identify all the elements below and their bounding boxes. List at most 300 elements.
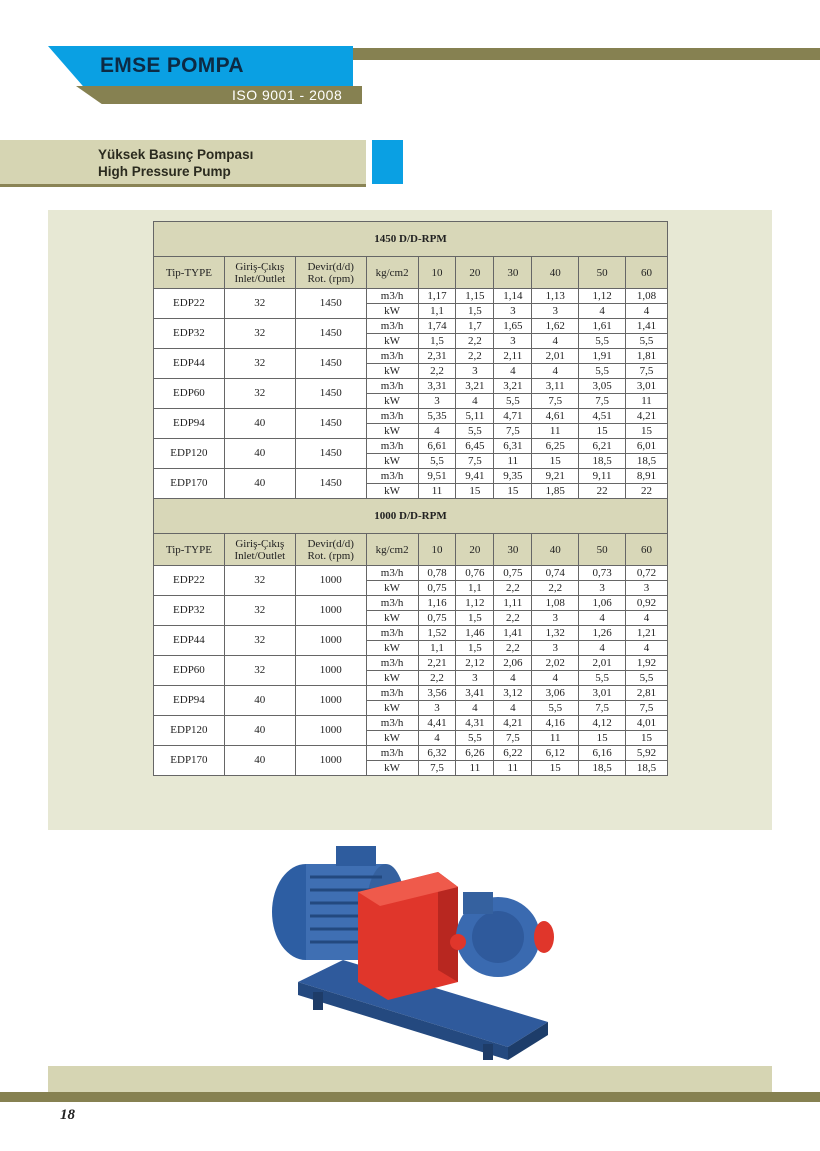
flow-value: 3,21	[494, 379, 532, 394]
power-unit: kW	[366, 304, 418, 319]
header-pressure: 10	[418, 534, 456, 566]
power-value: 11	[626, 394, 668, 409]
flow-value: 1,13	[532, 289, 579, 304]
rotation-rpm: 1000	[295, 656, 366, 686]
header-rotation	[295, 257, 366, 289]
flow-value: 0,72	[626, 566, 668, 581]
flow-value: 9,41	[456, 469, 494, 484]
power-value: 5,5	[626, 671, 668, 686]
power-value: 4	[626, 304, 668, 319]
flow-value: 1,15	[456, 289, 494, 304]
table-row	[154, 289, 668, 304]
flow-value: 9,11	[579, 469, 626, 484]
inlet-outlet-size: 32	[224, 566, 295, 596]
flow-value: 1,14	[494, 289, 532, 304]
power-unit: kW	[366, 454, 418, 469]
flow-value: 4,12	[579, 716, 626, 731]
power-value: 5,5	[418, 454, 456, 469]
header-pressure: 20	[456, 534, 494, 566]
power-value: 3	[626, 581, 668, 596]
flow-value: 1,74	[418, 319, 456, 334]
flow-value: 6,32	[418, 746, 456, 761]
rotation-rpm: 1450	[295, 289, 366, 319]
flow-unit: m3/h	[366, 379, 418, 394]
power-value: 5,5	[579, 334, 626, 349]
power-value: 5,5	[579, 671, 626, 686]
flow-value: 1,12	[579, 289, 626, 304]
flow-value: 6,12	[532, 746, 579, 761]
brand-name: EMSE POMPA	[100, 54, 244, 77]
power-value: 4	[494, 701, 532, 716]
header-type: Tip-TYPE	[154, 534, 225, 566]
power-value: 18,5	[579, 454, 626, 469]
pump-type: EDP94	[154, 686, 225, 716]
flow-value: 2,02	[532, 656, 579, 671]
power-value: 1,1	[456, 581, 494, 596]
flow-value: 4,16	[532, 716, 579, 731]
header-inlet-outlet-en: Inlet/Outlet	[234, 549, 286, 562]
flow-value: 3,12	[494, 686, 532, 701]
flow-value: 0,78	[418, 566, 456, 581]
power-unit: kW	[366, 611, 418, 626]
flow-unit: m3/h	[366, 409, 418, 424]
header-inlet-outlet-tr: Giriş-Çıkış	[235, 260, 285, 273]
power-value: 4	[418, 424, 456, 439]
power-value: 5,5	[456, 424, 494, 439]
flow-value: 6,22	[494, 746, 532, 761]
table-header-row	[154, 534, 668, 566]
pump-foot	[313, 992, 323, 1010]
rotation-rpm: 1000	[295, 716, 366, 746]
flow-value: 0,73	[579, 566, 626, 581]
inlet-outlet-size: 32	[224, 379, 295, 409]
power-value: 5,5	[532, 701, 579, 716]
pump-type: EDP32	[154, 319, 225, 349]
power-value: 3	[418, 701, 456, 716]
rotation-rpm: 1000	[295, 596, 366, 626]
table-row	[154, 319, 668, 334]
power-value: 1,5	[456, 641, 494, 656]
table-row	[154, 746, 668, 761]
page-number: 18	[60, 1107, 75, 1123]
header-pressure: 60	[626, 257, 668, 289]
inlet-outlet-size: 32	[224, 349, 295, 379]
pump-logo-badge	[450, 934, 466, 950]
inlet-outlet-size: 40	[224, 409, 295, 439]
inlet-outlet-size: 32	[224, 656, 295, 686]
flow-value: 3,56	[418, 686, 456, 701]
iso-label: ISO 9001 - 2008	[232, 87, 343, 103]
flow-value: 0,92	[626, 596, 668, 611]
power-value: 7,5	[626, 701, 668, 716]
flow-value: 2,81	[626, 686, 668, 701]
power-value: 11	[456, 761, 494, 776]
pump-type: EDP44	[154, 349, 225, 379]
flow-value: 1,62	[532, 319, 579, 334]
flow-value: 1,21	[626, 626, 668, 641]
flow-value: 4,61	[532, 409, 579, 424]
pump-inlet-flange	[534, 921, 554, 953]
flow-unit: m3/h	[366, 626, 418, 641]
rpm-heading: 1000 D/D-RPM	[154, 499, 668, 534]
title-turkish: Yüksek Basınç Pompası	[98, 147, 254, 162]
flow-value: 0,75	[494, 566, 532, 581]
power-value: 7,5	[579, 701, 626, 716]
header-rotation-tr: Devir(d/d)	[307, 260, 354, 273]
flow-value: 1,81	[626, 349, 668, 364]
table-row	[154, 439, 668, 454]
flow-unit: m3/h	[366, 596, 418, 611]
power-value: 4	[532, 671, 579, 686]
flow-value: 4,21	[626, 409, 668, 424]
power-value: 15	[579, 731, 626, 746]
power-value: 2,2	[418, 671, 456, 686]
header-pressure: 10	[418, 257, 456, 289]
flow-value: 1,52	[418, 626, 456, 641]
table-row	[154, 349, 668, 364]
power-value: 2,2	[456, 334, 494, 349]
header-pressure: 50	[579, 257, 626, 289]
flow-value: 4,41	[418, 716, 456, 731]
header-rotation-tr: Devir(d/d)	[307, 537, 354, 550]
pump-type: EDP22	[154, 289, 225, 319]
flow-value: 3,31	[418, 379, 456, 394]
power-value: 4	[532, 364, 579, 379]
power-unit: kW	[366, 641, 418, 656]
flow-value: 1,32	[532, 626, 579, 641]
table-section-heading-row	[154, 499, 668, 534]
header-pressure: 40	[532, 257, 579, 289]
pump-type: EDP60	[154, 656, 225, 686]
power-value: 11	[532, 424, 579, 439]
power-value: 5,5	[456, 731, 494, 746]
header-pressure: 60	[626, 534, 668, 566]
header-rotation-en: Rot. (rpm)	[307, 549, 354, 562]
flow-value: 9,21	[532, 469, 579, 484]
power-value: 4	[456, 394, 494, 409]
rpm-heading: 1450 D/D-RPM	[154, 222, 668, 257]
rotation-rpm: 1000	[295, 566, 366, 596]
flow-value: 2,12	[456, 656, 494, 671]
flow-value: 4,31	[456, 716, 494, 731]
power-value: 7,5	[579, 394, 626, 409]
power-value: 2,2	[494, 641, 532, 656]
power-value: 15	[626, 731, 668, 746]
flow-unit: m3/h	[366, 469, 418, 484]
header-pressure: 20	[456, 257, 494, 289]
power-value: 4	[456, 701, 494, 716]
pump-type: EDP22	[154, 566, 225, 596]
power-value: 3	[418, 394, 456, 409]
table-header-row	[154, 257, 668, 289]
flow-value: 0,76	[456, 566, 494, 581]
header-pressure: 50	[579, 534, 626, 566]
inlet-outlet-size: 32	[224, 596, 295, 626]
header-olive-bar	[340, 48, 820, 60]
flow-value: 4,51	[579, 409, 626, 424]
inlet-outlet-size: 40	[224, 439, 295, 469]
power-value: 7,5	[456, 454, 494, 469]
flow-value: 5,92	[626, 746, 668, 761]
pump-type: EDP170	[154, 469, 225, 499]
flow-value: 5,35	[418, 409, 456, 424]
flow-value: 1,12	[456, 596, 494, 611]
power-value: 2,2	[494, 581, 532, 596]
inlet-outlet-size: 32	[224, 626, 295, 656]
power-value: 4	[494, 671, 532, 686]
power-value: 7,5	[494, 424, 532, 439]
pump-impeller-cover	[472, 911, 524, 963]
flow-value: 2,2	[456, 349, 494, 364]
flow-value: 2,01	[532, 349, 579, 364]
terminal-box	[336, 846, 376, 866]
table-section-heading-row	[154, 222, 668, 257]
power-value: 1,5	[418, 334, 456, 349]
power-value: 3	[494, 304, 532, 319]
flow-unit: m3/h	[366, 289, 418, 304]
flow-value: 6,31	[494, 439, 532, 454]
footer-olive-bar	[0, 1092, 820, 1102]
flow-value: 1,26	[579, 626, 626, 641]
flow-value: 1,61	[579, 319, 626, 334]
pump-type: EDP120	[154, 439, 225, 469]
header-rotation	[295, 534, 366, 566]
power-value: 15	[626, 424, 668, 439]
pump-type: EDP44	[154, 626, 225, 656]
flow-value: 3,01	[626, 379, 668, 394]
flow-value: 1,08	[532, 596, 579, 611]
flow-unit: m3/h	[366, 566, 418, 581]
header-pressure: 30	[494, 257, 532, 289]
flow-value: 6,26	[456, 746, 494, 761]
power-value: 1,85	[532, 484, 579, 499]
flow-value: 3,01	[579, 686, 626, 701]
power-unit: kW	[366, 424, 418, 439]
power-value: 3	[456, 364, 494, 379]
flow-value: 3,41	[456, 686, 494, 701]
table-row	[154, 379, 668, 394]
flow-value: 1,08	[626, 289, 668, 304]
flow-value: 1,91	[579, 349, 626, 364]
power-value: 0,75	[418, 611, 456, 626]
power-value: 15	[456, 484, 494, 499]
flow-value: 9,35	[494, 469, 532, 484]
flow-value: 1,17	[418, 289, 456, 304]
power-value: 22	[579, 484, 626, 499]
rotation-rpm: 1450	[295, 469, 366, 499]
power-value: 11	[494, 761, 532, 776]
power-value: 4	[579, 611, 626, 626]
pump-type: EDP60	[154, 379, 225, 409]
flow-value: 0,74	[532, 566, 579, 581]
header-pressure: 30	[494, 534, 532, 566]
power-value: 2,2	[532, 581, 579, 596]
rotation-rpm: 1450	[295, 379, 366, 409]
flow-value: 6,61	[418, 439, 456, 454]
flow-value: 3,05	[579, 379, 626, 394]
power-value: 4	[579, 304, 626, 319]
rotation-rpm: 1000	[295, 626, 366, 656]
power-value: 11	[494, 454, 532, 469]
rotation-rpm: 1450	[295, 319, 366, 349]
power-value: 1,1	[418, 304, 456, 319]
power-value: 7,5	[532, 394, 579, 409]
table-row	[154, 596, 668, 611]
power-value: 5,5	[626, 334, 668, 349]
power-value: 15	[532, 454, 579, 469]
power-unit: kW	[366, 484, 418, 499]
power-unit: kW	[366, 761, 418, 776]
power-value: 18,5	[626, 454, 668, 469]
power-unit: kW	[366, 581, 418, 596]
title-accent-block	[372, 140, 403, 184]
flow-value: 4,21	[494, 716, 532, 731]
flow-value: 6,01	[626, 439, 668, 454]
flow-value: 6,45	[456, 439, 494, 454]
flow-value: 1,06	[579, 596, 626, 611]
power-value: 4	[494, 364, 532, 379]
flow-unit: m3/h	[366, 319, 418, 334]
power-value: 3	[532, 641, 579, 656]
pump-outlet	[463, 892, 493, 914]
power-value: 1,1	[418, 641, 456, 656]
power-unit: kW	[366, 334, 418, 349]
table-row	[154, 566, 668, 581]
performance-table	[153, 221, 668, 776]
flow-value: 1,11	[494, 596, 532, 611]
table-row	[154, 656, 668, 671]
flow-value: 6,16	[579, 746, 626, 761]
flow-value: 9,51	[418, 469, 456, 484]
power-value: 7,5	[418, 761, 456, 776]
inlet-outlet-size: 40	[224, 469, 295, 499]
power-value: 15	[579, 424, 626, 439]
table-row	[154, 626, 668, 641]
header-inlet-outlet-en: Inlet/Outlet	[234, 272, 286, 285]
inlet-outlet-size: 32	[224, 289, 295, 319]
inlet-outlet-size: 40	[224, 716, 295, 746]
power-value: 3	[579, 581, 626, 596]
power-value: 4	[626, 641, 668, 656]
rotation-rpm: 1450	[295, 439, 366, 469]
flow-value: 2,06	[494, 656, 532, 671]
header-inlet-outlet	[224, 534, 295, 566]
table-row	[154, 686, 668, 701]
flow-unit: m3/h	[366, 686, 418, 701]
pump-type: EDP94	[154, 409, 225, 439]
power-value: 7,5	[494, 731, 532, 746]
flow-value: 2,21	[418, 656, 456, 671]
header-pressure: 40	[532, 534, 579, 566]
rotation-rpm: 1450	[295, 349, 366, 379]
table-row	[154, 409, 668, 424]
power-value: 0,75	[418, 581, 456, 596]
power-value: 3	[494, 334, 532, 349]
power-unit: kW	[366, 731, 418, 746]
flow-value: 2,31	[418, 349, 456, 364]
flow-unit: m3/h	[366, 349, 418, 364]
flow-value: 4,01	[626, 716, 668, 731]
flow-value: 3,06	[532, 686, 579, 701]
flow-unit: m3/h	[366, 716, 418, 731]
power-unit: kW	[366, 671, 418, 686]
performance-tables	[153, 221, 668, 776]
flow-value: 8,91	[626, 469, 668, 484]
flow-value: 3,11	[532, 379, 579, 394]
power-value: 5,5	[494, 394, 532, 409]
inlet-outlet-size: 32	[224, 319, 295, 349]
power-value: 3	[532, 304, 579, 319]
flow-value: 1,41	[494, 626, 532, 641]
flow-unit: m3/h	[366, 656, 418, 671]
title-english: High Pressure Pump	[98, 164, 231, 179]
power-value: 1,5	[456, 304, 494, 319]
power-value: 11	[418, 484, 456, 499]
pump-photo	[258, 832, 578, 1062]
table-row	[154, 469, 668, 484]
header-unit: kg/cm2	[366, 257, 418, 289]
header-inlet-outlet	[224, 257, 295, 289]
flow-value: 1,65	[494, 319, 532, 334]
table-row	[154, 716, 668, 731]
power-value: 2,2	[494, 611, 532, 626]
flow-value: 1,41	[626, 319, 668, 334]
rotation-rpm: 1000	[295, 746, 366, 776]
flow-value: 6,21	[579, 439, 626, 454]
flow-value: 1,92	[626, 656, 668, 671]
power-value: 3	[532, 611, 579, 626]
inlet-outlet-size: 40	[224, 686, 295, 716]
power-value: 18,5	[626, 761, 668, 776]
power-value: 4	[626, 611, 668, 626]
flow-value: 1,7	[456, 319, 494, 334]
power-value: 11	[532, 731, 579, 746]
pump-type: EDP170	[154, 746, 225, 776]
power-unit: kW	[366, 364, 418, 379]
flow-value: 2,01	[579, 656, 626, 671]
pump-type: EDP120	[154, 716, 225, 746]
power-value: 2,2	[418, 364, 456, 379]
pump-foot	[483, 1044, 493, 1060]
rotation-rpm: 1450	[295, 409, 366, 439]
power-value: 7,5	[626, 364, 668, 379]
power-value: 5,5	[579, 364, 626, 379]
power-value: 15	[494, 484, 532, 499]
pump-type: EDP32	[154, 596, 225, 626]
power-value: 18,5	[579, 761, 626, 776]
power-value: 3	[456, 671, 494, 686]
flow-value: 3,21	[456, 379, 494, 394]
flow-value: 6,25	[532, 439, 579, 454]
flow-value: 1,16	[418, 596, 456, 611]
power-value: 4	[532, 334, 579, 349]
header-type: Tip-TYPE	[154, 257, 225, 289]
header-rotation-en: Rot. (rpm)	[307, 272, 354, 285]
power-unit: kW	[366, 701, 418, 716]
inlet-outlet-size: 40	[224, 746, 295, 776]
flow-value: 4,71	[494, 409, 532, 424]
power-value: 4	[418, 731, 456, 746]
flow-value: 2,11	[494, 349, 532, 364]
flow-unit: m3/h	[366, 439, 418, 454]
power-unit: kW	[366, 394, 418, 409]
flow-value: 5,11	[456, 409, 494, 424]
power-value: 15	[532, 761, 579, 776]
table-body	[154, 222, 668, 776]
flow-unit: m3/h	[366, 746, 418, 761]
rotation-rpm: 1000	[295, 686, 366, 716]
power-value: 1,5	[456, 611, 494, 626]
